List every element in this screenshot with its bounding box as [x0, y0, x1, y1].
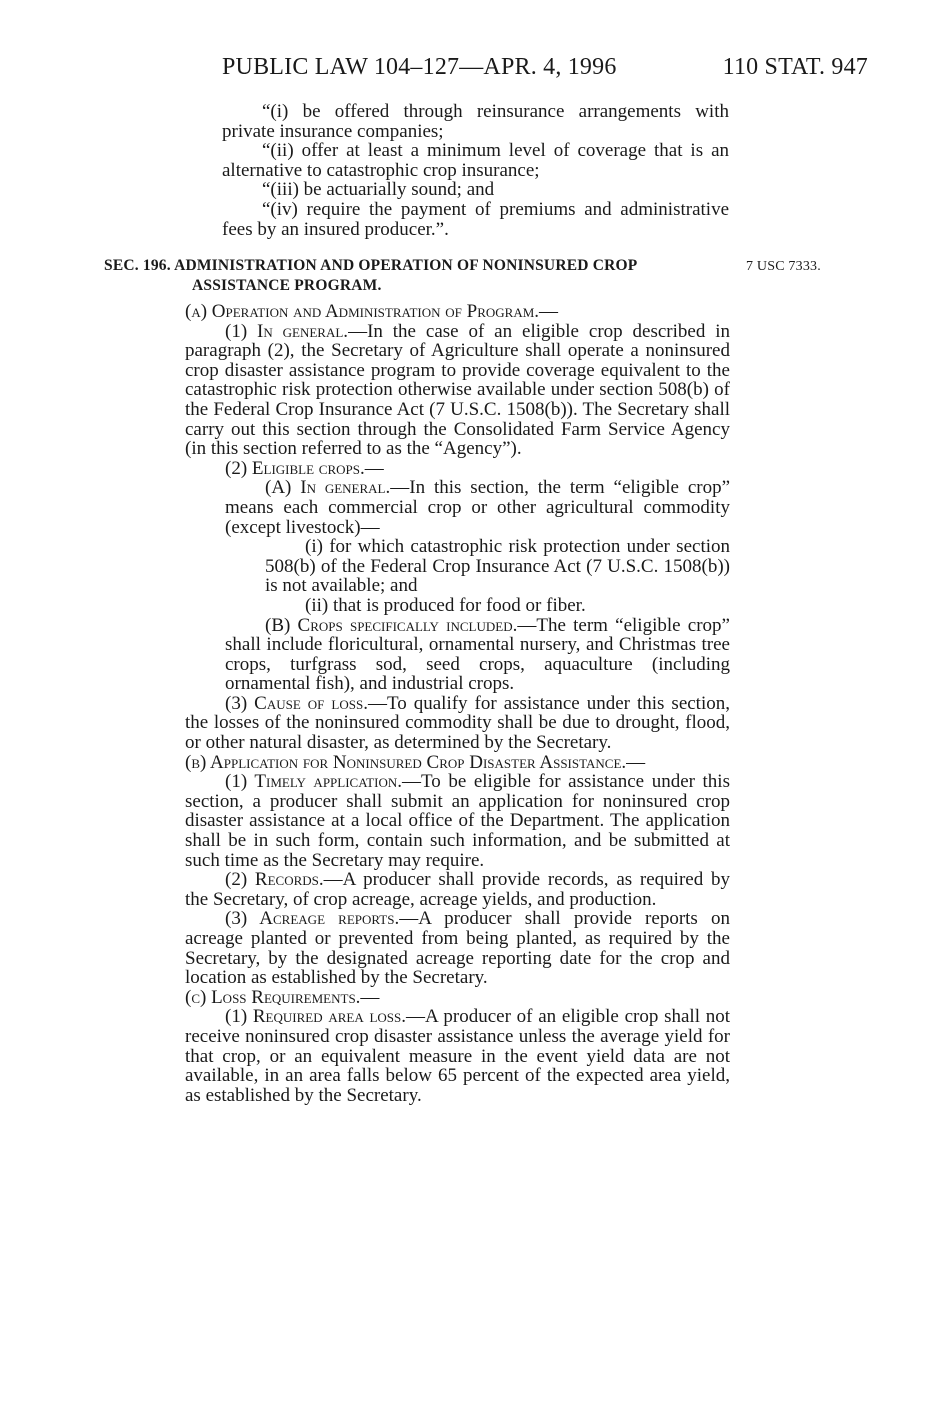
subsection-b-heading: (b) Application for Noninsured Crop Disaster Assistance.— [185, 751, 646, 773]
clause-a2A-ii: (ii) that is produced for food or fiber. [305, 594, 586, 616]
c1-label: (1) Required area loss. [225, 1006, 406, 1028]
a2A-text: —In this section, the term “eligible crop” means each commercial crop or other agricultural commodity (except livestock)— [225, 477, 731, 538]
a3-text: —To qualify for assistance under this section, the losses of the noninsured commodity shall be due to drought, flood, or other natural disaster, as determined by the Secretary. [185, 692, 730, 754]
subsection-c-heading: (c) Loss Requirements.— [185, 986, 380, 1008]
c1-text: —A producer of an eligible crop shall not receive noninsured crop disaster assistance unless the average yield for that crop, or an equivalent measure in the event yield data are not available, in an area falls below 65 percent of the expected area yield, as established by the Secretary. [185, 1006, 730, 1106]
paragraph-c1 [145, 1007, 730, 1105]
paragraph-b2 [145, 870, 730, 909]
b2-text: —A producer shall provide records, as required by the Secretary, of crop acreage, acreage yields, and production. [185, 869, 730, 910]
b3-label: (3) Acreage reports. [225, 908, 400, 930]
paragraph-a3 [145, 694, 730, 753]
a1-label: (1) In general. [225, 320, 349, 342]
section-body [145, 302, 730, 1105]
usc-margin-note: 7 USC 7333. [746, 259, 821, 274]
subsection-a-heading: (a) Operation and Administration of Program.— [185, 301, 559, 322]
a2B-label: (B) Crops specifically included. [265, 614, 518, 636]
clause-a2A-i: (i) for which catastrophic risk protection under section 508(b) of the Federal Crop Insurance Act (7 U.S.C. 1508(b)) is not available; and [265, 536, 730, 597]
clause-ii: “(ii) offer at least a minimum level of coverage that is an alternative to catastrophic crop insurance; [222, 140, 729, 181]
clause-i: “(i) be offered through reinsurance arrangements with private insurance companies; [222, 101, 729, 142]
a1-text: —In the case of an eligible crop described in paragraph (2), the Secretary of Agriculture shall operate a noninsured crop disaster assistance program to provide coverage equivalent to the catastrophic risk protection otherwise available under section 508(b) of the Federal Crop Insurance Act (7 U.S.C. 1508(b)). The Secretary shall carry out this section through the Consolidated Farm Service Agency (in this section referred to as the “Agency”). [185, 320, 730, 460]
paragraph-a1 [145, 322, 730, 459]
a3-label: (3) Cause of loss. [225, 692, 368, 714]
b1-text: —To be eligible for assistance under this section, a producer shall submit an application for noninsured crop disaster assistance at a local office of the Department. The application shall be in such form, contain such information, and be submitted at such time as the Secretary may require. [185, 771, 730, 871]
section-heading [104, 256, 726, 296]
paragraph-a2B [145, 616, 730, 694]
clause-iv: “(iv) require the payment of premiums and administrative fees by an insured producer.”. [222, 198, 729, 240]
paragraph-a2-heading: (2) Eligible crops.— [225, 457, 384, 479]
clause-iii: “(iii) be actuarially sound; and [262, 179, 495, 201]
a2B-text: —The term “eligible crop” shall include floricultural, ornamental nursery, and Christmas tree crops, turfgrass sod, seed crops, aquaculture (including ornamental fish), and industrial crops. [225, 614, 730, 695]
a2A-label: (A) In general. [265, 477, 391, 499]
header-public-law: PUBLIC LAW 104–127—APR. 4, 1996 [222, 54, 617, 80]
quoted-clauses [222, 102, 729, 239]
header-stat-page: 110 STAT. 947 [722, 54, 868, 80]
paragraph-b1 [145, 772, 730, 870]
paragraph-b3 [145, 909, 730, 987]
b2-label: (2) Records. [225, 869, 324, 891]
paragraph-a2A [145, 478, 730, 537]
section-number: SEC. 196. [104, 257, 171, 274]
section-title-line2: ASSISTANCE PROGRAM. [192, 277, 382, 294]
section-title-line1: ADMINISTRATION AND OPERATION OF NONINSURED CROP [174, 257, 638, 274]
b1-label: (1) Timely application. [225, 771, 402, 793]
b3-text: —A producer shall provide reports on acreage planted or prevented from being planted, as required by the Secretary, by the designated acreage reporting date for the crop and location as established by the Secretary. [185, 908, 730, 989]
